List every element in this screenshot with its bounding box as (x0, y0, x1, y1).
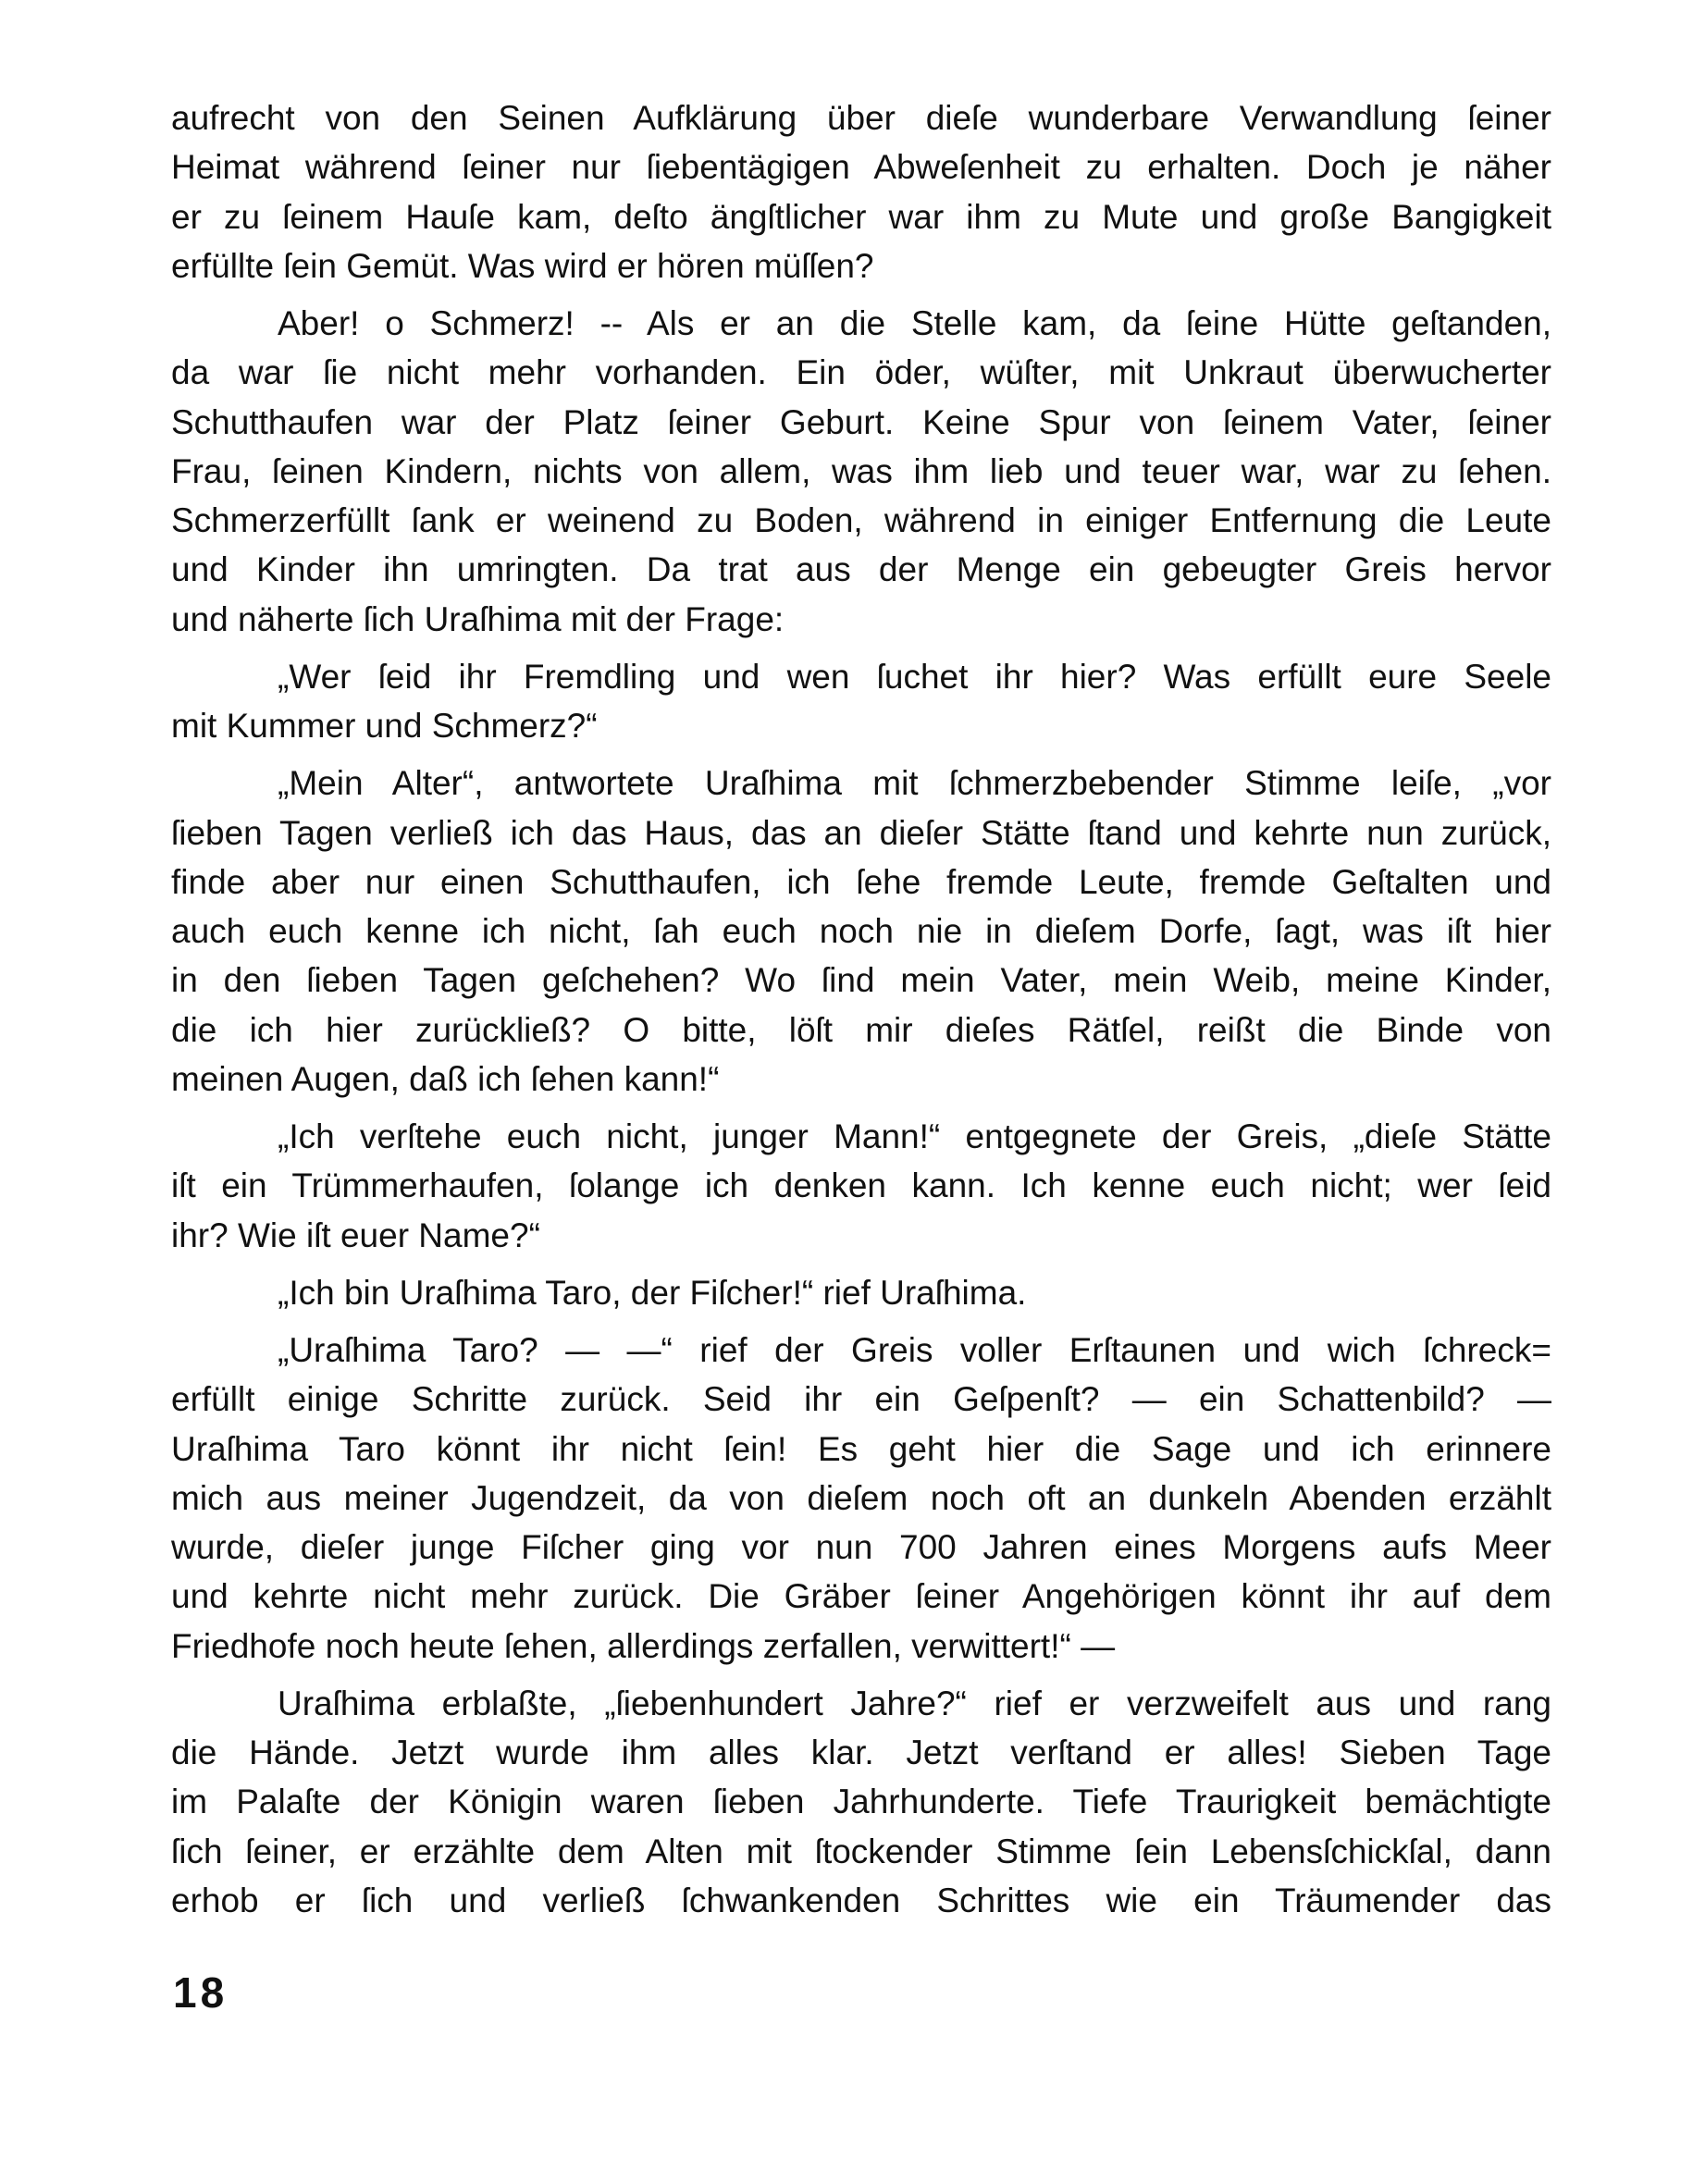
paragraph (171, 1679, 1551, 1925)
text-line: erfüllt einige Schritte zurück. Seid ihr ein Geſpenſt? — ein Schattenbild? — (171, 1380, 1551, 1419)
text-line: da war ſie nicht mehr vorhanden. Ein öder, wüſter, mit Unkraut überwucherter (171, 353, 1551, 392)
text-line: Frau, ſeinen Kindern, nichts von allem, was ihm lieb und teuer war, war zu ſehen. (171, 451, 1551, 490)
paragraph (171, 652, 1551, 751)
text-line: und kehrte nicht mehr zurück. Die Gräber ſeiner Angehörigen könnt ihr auf dem (171, 1577, 1551, 1616)
text-line: Aber! o Schmerz! -- Als er an die Stelle kam, da ſeine Hütte geſtanden, (278, 304, 1551, 342)
text-line: Schmerzerfüllt ſank er weinend zu Boden, während in einiger Entfernung die Leute (171, 501, 1551, 539)
paragraph (171, 1268, 1551, 1317)
text-line: im Palaſte der Königin waren ſieben Jahrhunderte. Tiefe Traurigkeit bemächtigte (171, 1783, 1551, 1821)
text-line: auch euch kenne ich nicht, ſah euch noch nie in dieſem Dorfe, ſagt, was iſt hier (171, 912, 1551, 950)
text-line: Friedhofe noch heute ſehen, allerdings zerfallen, verwittert!“ — (171, 1626, 1116, 1665)
text-line: „Ich bin Uraſhima Taro, der Fiſcher!“ rief Uraſhima. (278, 1273, 1027, 1312)
page-body (171, 93, 1551, 1933)
text-line: in den ſieben Tagen geſchehen? Wo ſind mein Vater, mein Weib, meine Kinder, (171, 961, 1551, 1000)
text-line: erfüllte ſein Gemüt. Was wird er hören müſſen? (171, 246, 874, 285)
text-line: er zu ſeinem Hauſe kam, deſto ängſtlicher war ihm zu Mute und große Bangigkeit (171, 197, 1551, 236)
text-line: ſich ſeiner, er erzählte dem Alten mit ſtockender Stimme ſein Lebensſchickſal, dann (171, 1832, 1551, 1870)
page-number: 18 (173, 1968, 229, 2017)
text-line: mit Kummer und Schmerz?“ (171, 707, 598, 745)
text-line: aufrecht von den Seinen Aufklärung über dieſe wunderbare Verwandlung ſeiner (171, 99, 1551, 137)
paragraph (171, 1112, 1551, 1260)
text-line: Schutthaufen war der Platz ſeiner Geburt. Keine Spur von ſeinem Vater, ſeiner (171, 402, 1551, 441)
text-line: „Mein Alter“, antwortete Uraſhima mit ſchmerzbebender Stimme leiſe, „vor (278, 764, 1551, 803)
text-line: ſieben Tagen verließ ich das Haus, das an dieſer Stätte ſtand und kehrte nun zurück, (171, 813, 1551, 852)
text-line: und Kinder ihn umringten. Da trat aus der Menge ein gebeugter Greis hervor (171, 550, 1551, 589)
text-line: Uraſhima Taro könnt ihr nicht ſein! Es geht hier die Sage und ich erinnere (171, 1429, 1551, 1468)
text-line: Heimat während ſeiner nur ſiebentägigen Abweſenheit zu erhalten. Doch je näher (171, 148, 1551, 187)
text-line: mich aus meiner Jugendzeit, da von dieſem noch oft an dunkeln Abenden erzählt (171, 1478, 1551, 1517)
text-line: und näherte ſich Uraſhima mit der Frage: (171, 599, 785, 638)
text-line: meinen Augen, daß ich ſehen kann!“ (171, 1059, 720, 1098)
text-line: „Ich verſtehe euch nicht, junger Mann!“ entgegnete der Greis, „dieſe Stätte (278, 1117, 1551, 1155)
text-line: die Hände. Jetzt wurde ihm alles klar. Jetzt verſtand er alles! Sieben Tage (171, 1734, 1551, 1771)
paragraph (171, 759, 1551, 1104)
paragraph (171, 93, 1551, 290)
text-line: die ich hier zurückließ? O bitte, löſt mir dieſes Rätſel, reißt die Binde von (171, 1010, 1551, 1049)
text-line: erhob er ſich und verließ ſchwankenden Schrittes wie ein Träumender das (171, 1881, 1551, 1919)
text-line: iſt ein Trümmerhaufen, ſolange ich denken kann. Ich kenne euch nicht; wer ſeid (171, 1166, 1551, 1205)
text-line: Uraſhima erblaßte, „ſiebenhundert Jahre?“ rief er verzweifelt aus und rang (278, 1684, 1551, 1722)
text-line: „Wer ſeid ihr Fremdling und wen ſuchet ihr hier? Was erfüllt eure Seele (278, 657, 1551, 696)
text-line: wurde, dieſer junge Fiſcher ging vor nun 700 Jahren eines Morgens aufs Meer (171, 1528, 1551, 1566)
text-line: finde aber nur einen Schutthaufen, ich ſehe fremde Leute, fremde Geſtalten und (171, 862, 1551, 901)
paragraph (171, 1326, 1551, 1671)
text-line: „Uraſhima Taro? — —“ rief der Greis voller Erſtaunen und wich ſchreck= (278, 1331, 1551, 1369)
text-line: ihr? Wie iſt euer Name?“ (171, 1215, 540, 1254)
paragraph (171, 299, 1551, 644)
